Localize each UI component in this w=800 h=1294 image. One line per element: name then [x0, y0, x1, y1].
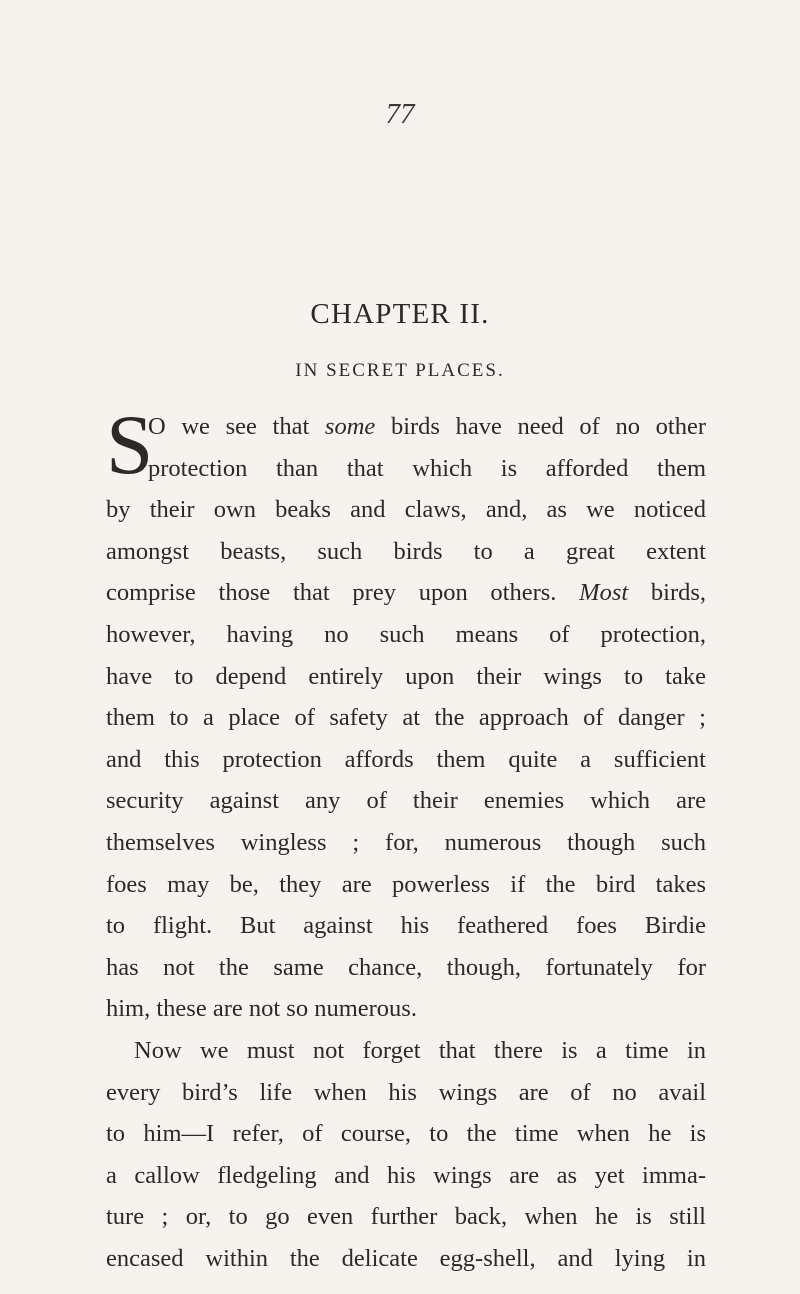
text-line: him, these are not so numerous.: [106, 995, 417, 1023]
text-line: every bird’s life when his wings are of no avail: [106, 1078, 706, 1106]
emphasis-most: Most: [579, 579, 629, 607]
text-line: have to depend entirely upon their wings to take: [106, 662, 706, 690]
page-number: 77: [385, 98, 415, 130]
text-line: has not the same chance, though, fortunately for: [106, 953, 706, 981]
emphasis-some: some: [324, 413, 376, 440]
text-line: protection than that which is afforded them: [148, 454, 706, 482]
body-text: [106, 398, 707, 1279]
chapter-title: CHAPTER II.: [310, 298, 490, 330]
text-line: Now we must not forget that there is a time in: [134, 1036, 706, 1064]
text-line: and this protection affords them quite a sufficient: [106, 745, 706, 773]
text-line: security against any of their enemies which are: [106, 787, 706, 815]
text-line: them to a place of safety at the approach of danger ;: [106, 704, 706, 732]
text-line: foes may be, they are powerless if the bird takes: [106, 870, 706, 898]
text-line: amongst beasts, such birds to a great extent: [106, 537, 706, 565]
section-title: IN SECRET PLACES.: [295, 360, 505, 381]
text-line: O we see that some birds have need of no other: [148, 413, 706, 440]
text-line: however, having no such means of protection,: [106, 620, 706, 648]
text-line: ture ; or, to go even further back, when he is still: [106, 1203, 706, 1231]
text-line: themselves wingless ; for, numerous though such: [106, 828, 706, 856]
text-line: comprise those that prey upon others. Most birds,: [106, 579, 707, 607]
text-line: encased within the delicate egg-shell, and lying in: [106, 1244, 706, 1272]
text-line: to flight. But against his feathered foes Birdie: [106, 912, 706, 940]
text-line: a callow fledgeling and his wings are as yet imma-: [106, 1161, 706, 1189]
text-line: by their own beaks and claws, and, as we noticed: [106, 496, 706, 524]
drop-cap: S: [106, 398, 154, 492]
text-line: to him—I refer, of course, to the time when he is: [106, 1120, 706, 1148]
